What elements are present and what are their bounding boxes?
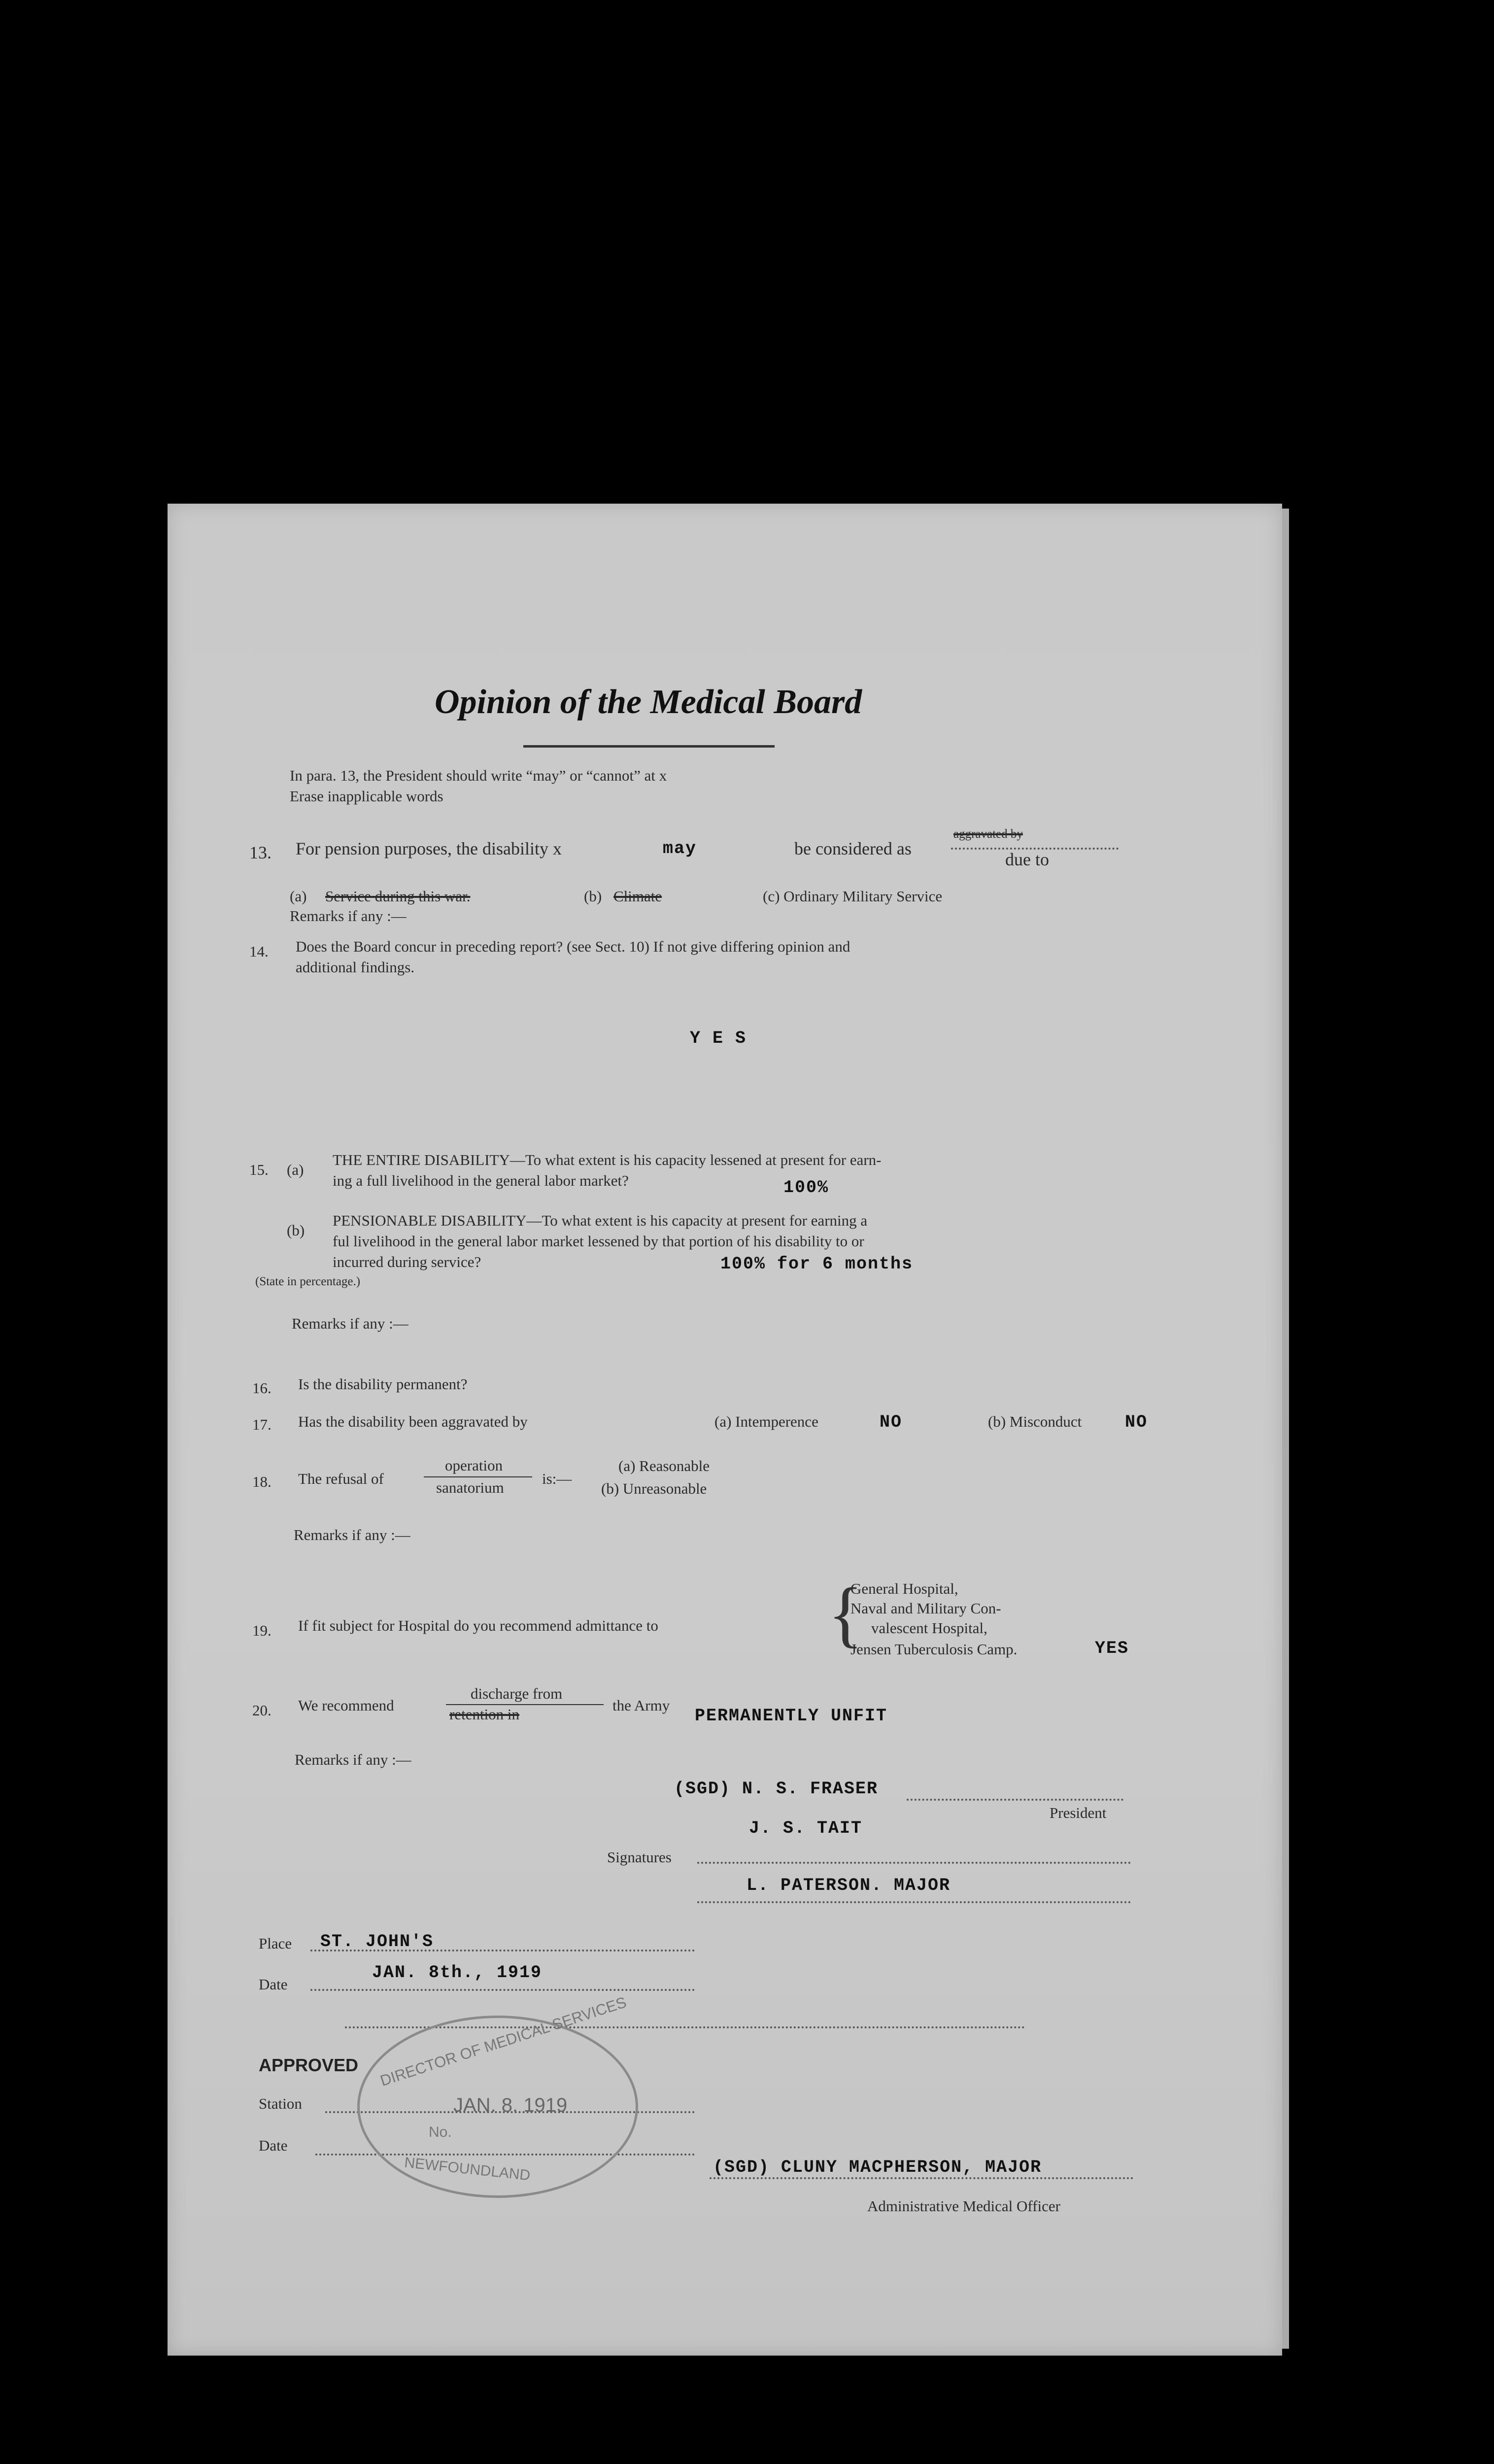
q20-number: 20. (252, 1702, 272, 1719)
approving-officer-title: Administrative Medical Officer (867, 2197, 1060, 2215)
approving-officer: (SGD) CLUNY MACPHERSON, MAJOR (713, 2157, 1042, 2177)
q14-line-1: Does the Board concur in preceding report? (see Sect. 10) If not give differing opinion and (296, 938, 850, 955)
signature-2: J. S. TAIT (749, 1818, 863, 1838)
q13-option-c: (c) Ordinary Military Service (763, 888, 943, 905)
q17-answer-b: NO (1125, 1412, 1148, 1432)
q17-option-a: (a) Intemperence (714, 1413, 818, 1430)
q15-state-percentage: (State in percentage.) (255, 1275, 361, 1288)
q17-option-b: (b) Misconduct (988, 1413, 1082, 1430)
q13-text: For pension purposes, the disability x (296, 839, 562, 858)
signature-3-dots (697, 1901, 1131, 1903)
place-dots (310, 1950, 695, 1951)
q15-b-line-2: ful livelihood in the general labor market lessened by that portion of his disability to or (333, 1232, 864, 1250)
instruction-line-1: In para. 13, the President should write “may” or “cannot” at x (290, 767, 667, 784)
q19-option-4: Jensen Tuberculosis Camp. (850, 1641, 1018, 1658)
q18-unreasonable: (b) Unreasonable (601, 1480, 707, 1497)
q16-text: Is the disability permanent? (298, 1375, 468, 1393)
q13-option-a-prefix: (a) (290, 888, 307, 905)
q19-option-3: valescent Hospital, (871, 1619, 987, 1637)
q18-sanatorium: sanatorium (436, 1479, 504, 1496)
q13-option-b-prefix: (b) (584, 888, 602, 905)
signature-1-dots (907, 1799, 1123, 1801)
q18-refusal: The refusal of (298, 1470, 384, 1487)
q18-fraction-line (424, 1476, 532, 1477)
stamp-top-text: DIRECTOR OF MEDICAL SERVICES (378, 1993, 629, 2089)
q15-number: 15. (249, 1161, 269, 1178)
q13-struck-aggravated: aggravated by (953, 827, 1023, 841)
q18-is: is:— (542, 1470, 572, 1487)
q17-text: Has the disability been aggravated by (298, 1413, 528, 1430)
approved-station-label: Station (259, 2095, 302, 2112)
approved-label: APPROVED (259, 2055, 359, 2075)
stamp-date: JAN. 8. 1919 (453, 2094, 568, 2116)
q17-number: 17. (252, 1416, 272, 1433)
q18-remarks: Remarks if any :— (294, 1526, 410, 1543)
q13-due-to: due to (1005, 850, 1049, 869)
q19-text: If fit subject for Hospital do you recommend admittance to (298, 1617, 658, 1634)
q15-a-answer: 100% (783, 1178, 829, 1198)
stamp-no: No. (429, 2124, 452, 2140)
page-title: Opinion of the Medical Board (435, 683, 862, 721)
title-underline (523, 745, 775, 748)
approving-officer-dots (710, 2177, 1133, 2179)
q13-be-considered: be considered as (794, 839, 912, 858)
q19-answer: YES (1095, 1639, 1129, 1658)
place-label: Place (259, 1935, 292, 1952)
q15-b-line-3: incurred during service? (333, 1253, 481, 1270)
q14-line-2: additional findings. (296, 958, 415, 976)
place-value: ST. JOHN'S (320, 1932, 434, 1951)
q20-the-army: the Army (612, 1697, 670, 1714)
q20-retention-in: retention in (449, 1706, 520, 1723)
q18-operation: operation (445, 1457, 503, 1474)
signature-3: L. PATERSON. MAJOR (747, 1876, 951, 1895)
q15-a-prefix: (a) (287, 1161, 304, 1178)
date-label: Date (259, 1976, 288, 1993)
signature-1: (SGD) N. S. FRASER (674, 1779, 879, 1799)
q15-b-prefix: (b) (287, 1222, 305, 1239)
q17-answer-a: NO (880, 1412, 903, 1432)
date-value: JAN. 8th., 1919 (372, 1963, 543, 1983)
q15-b-answer: 100% for 6 months (720, 1254, 914, 1274)
q18-number: 18. (252, 1473, 272, 1490)
q13-option-b: Climate (613, 888, 662, 905)
q20-answer: PERMANENTLY UNFIT (695, 1706, 888, 1726)
approved-date-label: Date (259, 2137, 288, 2154)
q18-reasonable: (a) Reasonable (618, 1457, 710, 1474)
q15-remarks: Remarks if any :— (292, 1315, 408, 1332)
q14-answer: Y E S (690, 1028, 747, 1048)
signature-2-dots (697, 1862, 1131, 1864)
q20-text: We recommend (298, 1697, 394, 1714)
date-dots (310, 1989, 695, 1991)
q13-remarks: Remarks if any :— (290, 907, 407, 924)
q15-b-line-1: PENSIONABLE DISABILITY—To what extent is his capacity at present for earning a (333, 1212, 868, 1229)
q13-number: 13. (249, 843, 272, 862)
stamp-bottom-text: NEWFOUNDLAND (404, 2154, 531, 2184)
q13-answer: may (663, 839, 697, 858)
signatures-label: Signatures (607, 1848, 672, 1866)
q19-option-1: General Hospital, (850, 1580, 958, 1597)
q19-number: 19. (252, 1622, 272, 1639)
q14-number: 14. (249, 943, 269, 960)
q19-brace: { (828, 1573, 863, 1655)
q13-option-a: Service during this war. (325, 888, 471, 905)
president-label: President (1050, 1804, 1107, 1821)
q19-option-2: Naval and Military Con- (850, 1600, 1001, 1617)
q15-a-line-2: ing a full livelihood in the general labor market? (333, 1172, 629, 1189)
q16-number: 16. (252, 1379, 272, 1397)
q15-a-line-1: THE ENTIRE DISABILITY—To what extent is his capacity lessened at present for earn- (333, 1151, 882, 1168)
q20-discharge-from: discharge from (471, 1685, 563, 1702)
instruction-line-2: Erase inapplicable words (290, 787, 443, 805)
q20-remarks: Remarks if any :— (295, 1751, 411, 1768)
